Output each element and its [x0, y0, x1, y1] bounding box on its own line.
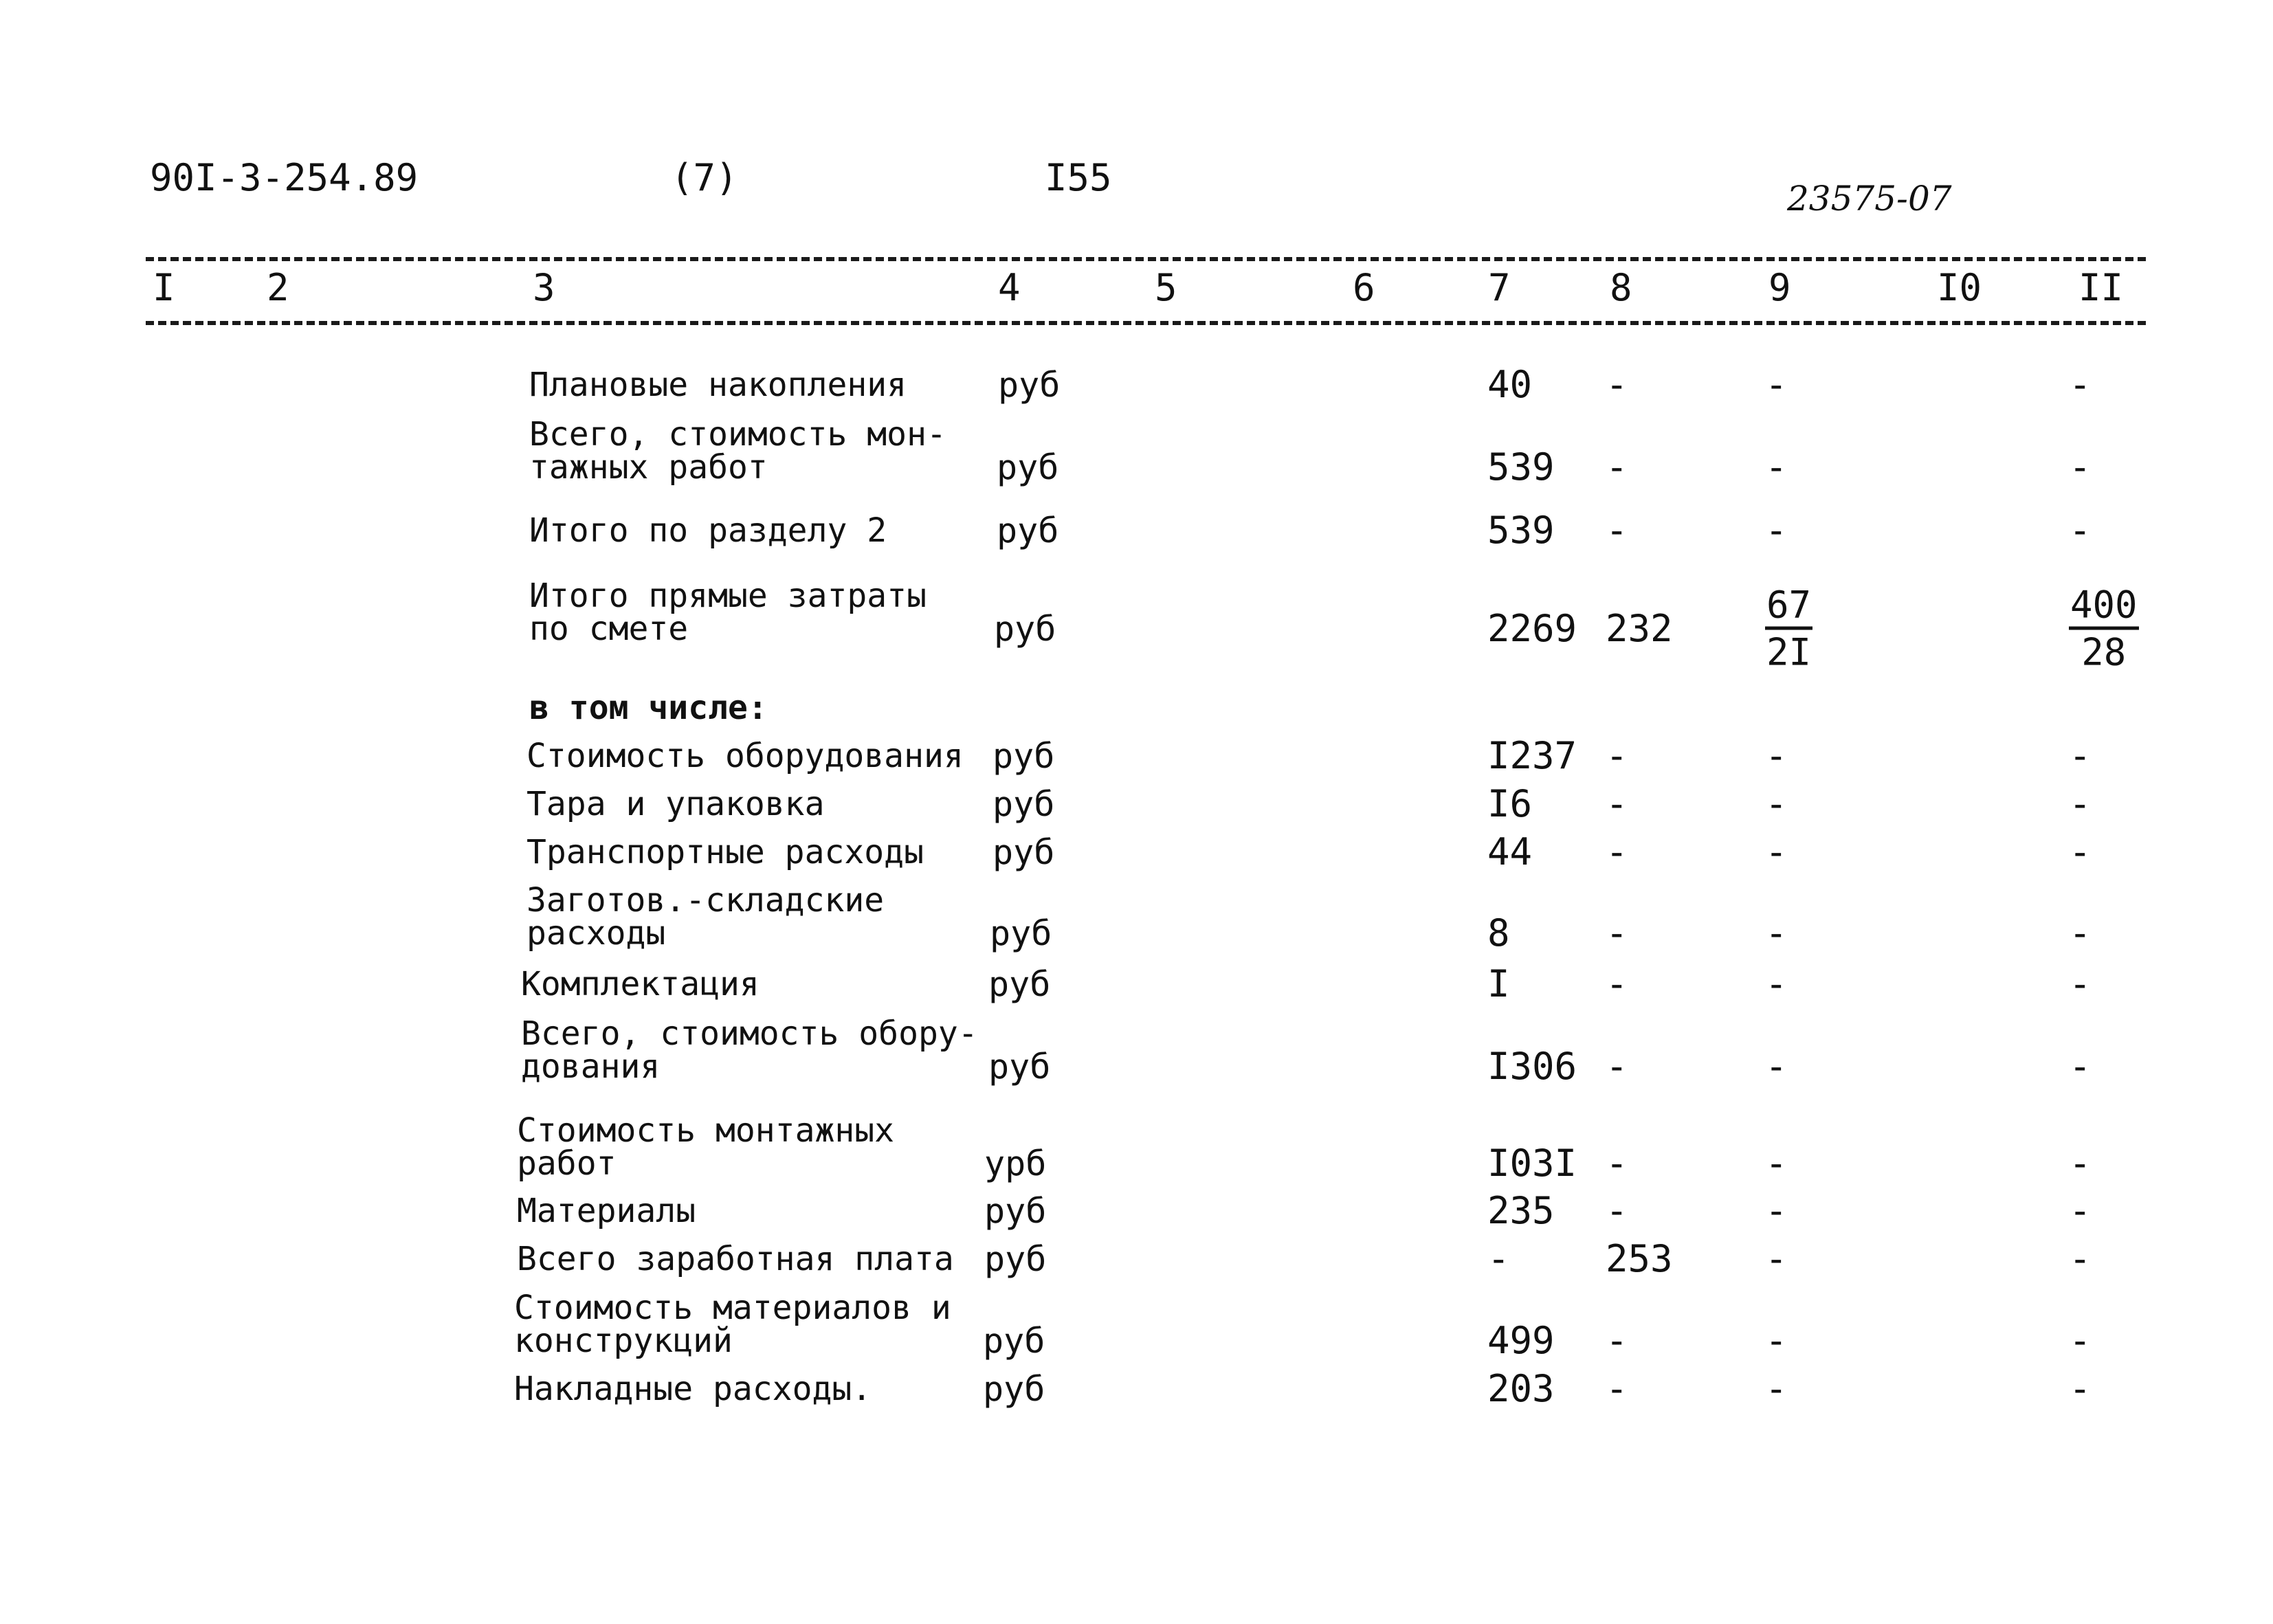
unit-cell: урб	[984, 1144, 1047, 1183]
description-line: Накладные расходы.	[514, 1370, 872, 1408]
column-8-value: -	[1606, 509, 1628, 552]
column-8-value: -	[1606, 363, 1628, 406]
column-7-value: I	[1487, 962, 1510, 1005]
row-description	[529, 511, 887, 550]
description-line: Стоимость материалов и	[514, 1289, 951, 1327]
row-description	[526, 785, 825, 823]
column-7-value: 44	[1487, 830, 1533, 874]
description-line: Всего, стоимость обору-	[521, 1014, 978, 1053]
top-dashed-rule	[146, 257, 2146, 261]
column-number: 4	[998, 266, 1021, 309]
column-number: 3	[533, 266, 555, 309]
row-description	[529, 415, 946, 487]
column-number: 6	[1353, 266, 1375, 309]
row-description	[529, 577, 927, 648]
unit-cell: руб	[984, 1239, 1047, 1279]
column-11-value: -	[2069, 509, 2092, 552]
column-11-value: -	[2069, 1045, 2092, 1088]
column-11-value: -	[2069, 962, 2092, 1005]
column-11-value: -	[2069, 363, 2092, 406]
document-code: 90I-3-254.89	[150, 156, 419, 199]
column-8-value: -	[1606, 962, 1628, 1005]
column-number: I0	[1937, 266, 1982, 309]
column-9-value	[1765, 583, 1812, 689]
column-11-value: -	[2069, 1189, 2092, 1232]
column-7-value: 235	[1487, 1189, 1555, 1232]
description-line: Итого прямые затраты	[529, 577, 927, 615]
column-9-value: -	[1765, 1319, 1788, 1362]
description-line: Стоимость монтажных	[517, 1111, 895, 1150]
column-8-value: -	[1606, 1367, 1628, 1410]
fraction-numerator: 67	[1765, 587, 1812, 630]
column-11-value	[2069, 583, 2139, 689]
description-line: Стоимость оборудования	[526, 737, 964, 775]
column-9-value: -	[1765, 1189, 1788, 1232]
column-11-value: -	[2069, 911, 2092, 955]
column-7-value: 539	[1487, 445, 1555, 489]
column-9-value: -	[1765, 363, 1788, 406]
column-8-value: -	[1606, 445, 1628, 489]
column-number: 7	[1488, 266, 1511, 309]
column-8-value: -	[1606, 1142, 1628, 1185]
column-11-value: -	[2069, 1142, 2092, 1185]
description-line: расходы	[526, 914, 666, 953]
column-number: I	[153, 266, 175, 309]
column-7-value: 499	[1487, 1319, 1555, 1362]
column-number: 8	[1610, 266, 1632, 309]
column-8-value: 232	[1606, 607, 1673, 650]
column-9-value: -	[1765, 445, 1788, 489]
column-7-value: I03I	[1487, 1142, 1577, 1185]
column-8-value: 253	[1606, 1237, 1673, 1280]
column-8-value: -	[1606, 1319, 1628, 1362]
column-8-value: -	[1606, 734, 1628, 777]
column-9-value: -	[1765, 1367, 1788, 1410]
unit-cell: руб	[997, 511, 1059, 550]
row-description	[526, 737, 964, 775]
column-11-value: -	[2069, 1367, 2092, 1410]
row-description	[514, 1370, 872, 1408]
column-8-value: -	[1606, 782, 1628, 825]
description-line: Плановые накопления	[529, 366, 907, 404]
column-8-value: -	[1606, 1045, 1628, 1088]
description-line: Всего заработная плата	[517, 1240, 954, 1278]
description-line: конструкций	[514, 1322, 733, 1360]
column-9-value: -	[1765, 1142, 1788, 1185]
page-number: I55	[1045, 156, 1112, 199]
fraction-denominator: 2I	[1766, 630, 1812, 674]
column-9-value: -	[1765, 962, 1788, 1005]
row-description	[529, 689, 768, 727]
unit-cell: руб	[993, 832, 1055, 872]
column-7-value: I6	[1487, 782, 1533, 825]
unit-cell: руб	[984, 1191, 1047, 1231]
column-number: 9	[1768, 266, 1791, 309]
column-11-value: -	[2069, 445, 2092, 489]
column-number: II	[2078, 266, 2124, 309]
column-7-value: 8	[1487, 911, 1510, 955]
column-9-value: -	[1765, 830, 1788, 874]
unit-cell: руб	[983, 1321, 1045, 1361]
row-description	[521, 965, 759, 1003]
column-7-value: I237	[1487, 734, 1577, 777]
unit-cell: руб	[993, 736, 1055, 776]
unit-cell: руб	[988, 964, 1051, 1004]
row-description	[526, 881, 885, 953]
description-line: тажных работ	[529, 448, 768, 487]
row-description	[529, 366, 907, 404]
column-11-value: -	[2069, 1237, 2092, 1280]
column-8-value: -	[1606, 830, 1628, 874]
inventory-number: 23575-07	[1787, 179, 1952, 219]
column-9-value: -	[1765, 782, 1788, 825]
unit-cell: руб	[990, 913, 1052, 953]
row-description	[514, 1289, 951, 1360]
column-11-value: -	[2069, 734, 2092, 777]
column-9-value: -	[1765, 509, 1788, 552]
column-7-value: I306	[1487, 1045, 1577, 1088]
unit-cell: руб	[988, 1047, 1051, 1087]
column-11-value: -	[2069, 1319, 2092, 1362]
column-11-value: -	[2069, 830, 2092, 874]
description-line: Материалы	[517, 1192, 696, 1230]
description-line: в том числе:	[529, 689, 768, 727]
column-9-value: -	[1765, 1237, 1788, 1280]
unit-cell: руб	[983, 1369, 1045, 1409]
sheet-mark: (7)	[671, 156, 738, 199]
description-line: по смете	[529, 610, 689, 648]
column-number: 2	[267, 266, 289, 309]
description-line: Всего, стоимость мон-	[529, 415, 946, 454]
column-11-value: -	[2069, 782, 2092, 825]
row-description	[521, 1014, 978, 1086]
column-9-value: -	[1765, 734, 1788, 777]
description-line: работ	[517, 1144, 617, 1183]
bottom-dashed-rule	[146, 321, 2146, 325]
row-description	[517, 1111, 895, 1183]
row-description	[526, 833, 924, 871]
column-9-value: -	[1765, 1045, 1788, 1088]
column-9-value: -	[1765, 911, 1788, 955]
column-7-value: 539	[1487, 509, 1555, 552]
column-7-value: 40	[1487, 363, 1533, 406]
fraction-numerator: 400	[2069, 587, 2139, 630]
description-line: Тара и упаковка	[526, 785, 825, 823]
column-8-value: -	[1606, 911, 1628, 955]
description-line: Итого по разделу 2	[529, 511, 887, 550]
unit-cell: руб	[997, 447, 1059, 487]
description-line: дования	[521, 1047, 661, 1086]
unit-cell: руб	[994, 609, 1056, 649]
fraction-denominator: 28	[2081, 630, 2127, 674]
column-8-value: -	[1606, 1189, 1628, 1232]
row-description	[517, 1240, 954, 1278]
column-7-value: 2269	[1487, 607, 1577, 650]
description-line: Комплектация	[521, 965, 759, 1003]
unit-cell: руб	[993, 784, 1055, 824]
description-line: Транспортные расходы	[526, 833, 924, 871]
unit-cell: руб	[998, 365, 1061, 405]
column-number: 5	[1155, 266, 1177, 309]
column-7-value: 203	[1487, 1367, 1555, 1410]
column-7-value: -	[1487, 1237, 1510, 1280]
description-line: Заготов.-складские	[526, 881, 885, 920]
row-description	[517, 1192, 696, 1230]
